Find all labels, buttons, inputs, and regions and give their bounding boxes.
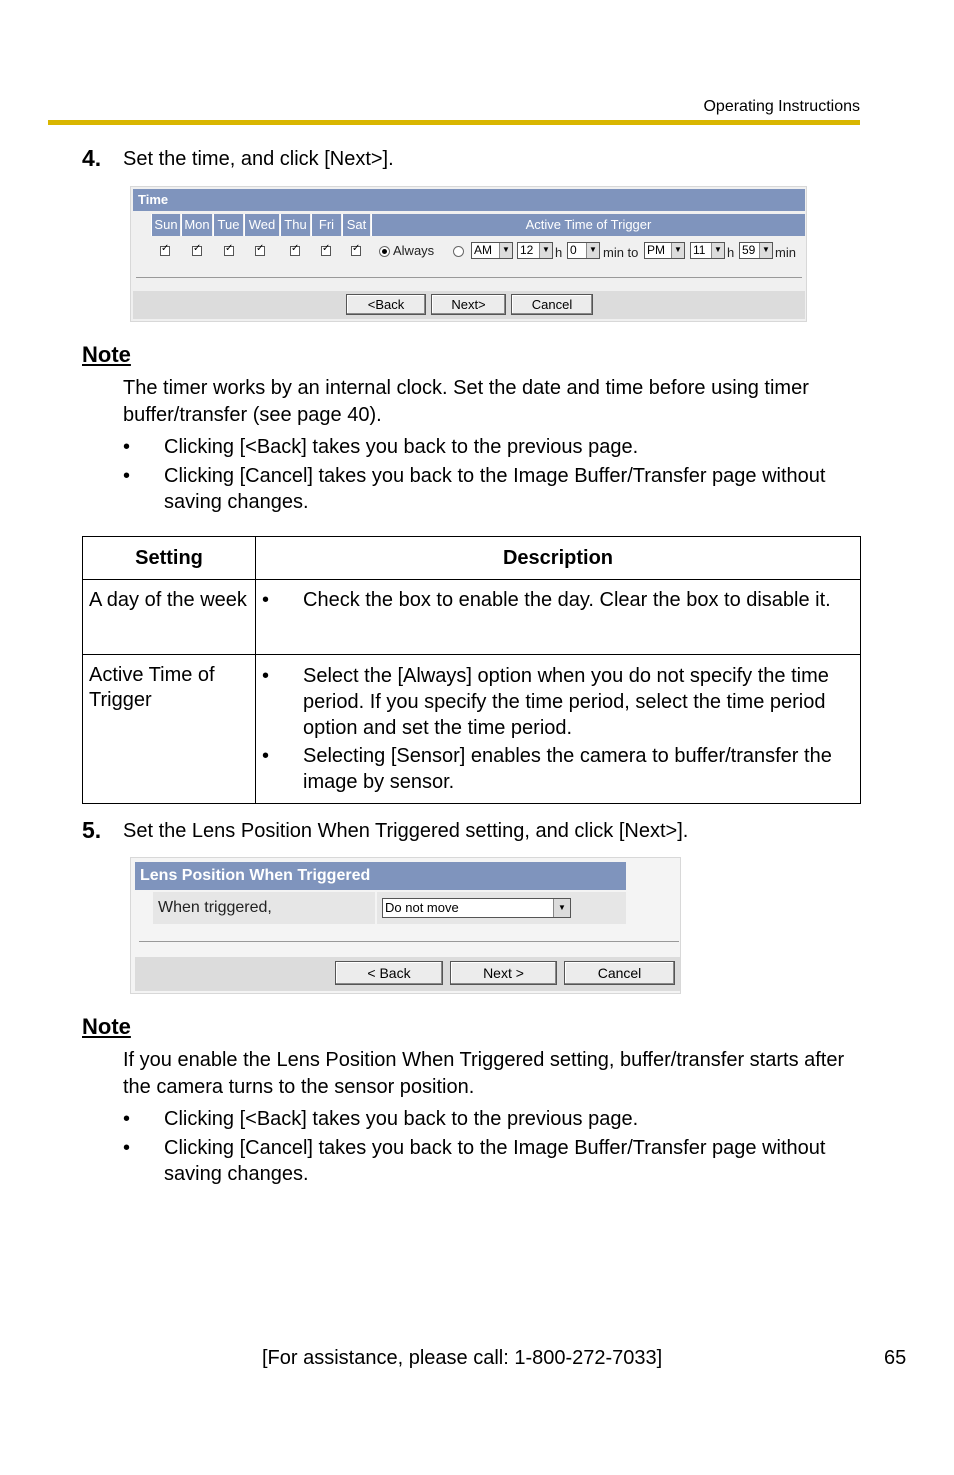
step-4-text: Set the time, and click [Next>]. — [123, 148, 394, 170]
chevron-down-icon: ▼ — [553, 899, 570, 917]
description-cell — [256, 580, 861, 655]
bullet-text: Selecting [Sensor] enables the camera to buffer/transfer the image by sensor. — [303, 745, 832, 793]
bullet-text: Clicking [Cancel] takes you back to the Image Buffer/Transfer page without saving changes. — [164, 1137, 826, 1185]
back-button[interactable]: < Back — [335, 961, 443, 985]
next-button[interactable]: Next > — [450, 961, 557, 985]
end-min-select[interactable] — [739, 242, 773, 259]
time-settings-panel — [130, 186, 807, 322]
table-row — [83, 580, 861, 655]
panel-divider — [136, 277, 802, 278]
always-label: Always — [393, 243, 435, 258]
note-1-bullet — [123, 463, 868, 515]
bullet-text: Clicking [<Back] takes you back to the previous page. — [164, 1108, 639, 1130]
setting-cell: Active Time of Trigger — [83, 655, 256, 804]
cancel-button[interactable]: Cancel — [511, 294, 593, 315]
active-time-header: Active Time of Trigger — [371, 214, 805, 236]
table-row — [83, 655, 861, 804]
lens-position-select[interactable] — [382, 898, 571, 918]
checkbox-wed[interactable] — [255, 246, 265, 256]
bullet-dot: • — [262, 589, 270, 611]
when-triggered-label: When triggered, — [158, 899, 272, 916]
chevron-down-icon: ▼ — [671, 243, 684, 258]
day-header-wed: Wed — [244, 214, 279, 236]
day-header-fri: Fri — [311, 214, 341, 236]
day-header-sat: Sat — [342, 214, 370, 236]
next-button[interactable]: Next> — [431, 294, 506, 315]
day-header-thu: Thu — [280, 214, 310, 236]
day-header-mon: Mon — [181, 214, 212, 236]
checkbox-sat[interactable] — [351, 246, 361, 256]
start-hour-value: 12 — [520, 243, 534, 257]
table-header-setting: Setting — [83, 537, 256, 580]
end-hour-value: 11 — [693, 243, 706, 257]
page-number: 65 — [884, 1347, 907, 1369]
hour-unit-1: h — [555, 245, 563, 260]
checkbox-fri[interactable] — [321, 246, 331, 256]
lens-panel-title: Lens Position When Triggered — [135, 862, 626, 890]
start-hour-select[interactable] — [517, 242, 553, 259]
lens-position-panel — [130, 857, 681, 994]
start-min-value: 0 — [570, 243, 577, 257]
note-2-paragraph: If you enable the Lens Position When Triggered setting, buffer/transfer starts after the camera turns to the sensor position. — [123, 1049, 845, 1098]
note-2-bullet — [123, 1106, 868, 1132]
note-1-bullet — [123, 434, 868, 460]
bullet-dot: • — [262, 665, 270, 687]
header-rule — [48, 120, 860, 125]
radio-time-period[interactable] — [453, 246, 464, 257]
note-2-title: Note — [82, 1014, 131, 1039]
day-header-sun: Sun — [151, 214, 180, 236]
bullet-text: Clicking [<Back] takes you back to the previous page. — [164, 436, 639, 458]
description-cell — [256, 655, 861, 804]
chevron-down-icon: ▼ — [499, 243, 512, 258]
checkbox-thu[interactable] — [290, 246, 300, 256]
bullet-dot: • — [123, 465, 131, 487]
description-item — [262, 663, 854, 743]
end-ampm-value: PM — [647, 243, 665, 257]
settings-table — [82, 536, 861, 804]
note-2-bullet — [123, 1135, 868, 1187]
chevron-down-icon: ▼ — [539, 243, 552, 258]
end-min-value: 59 — [742, 243, 756, 257]
back-button[interactable]: <Back — [346, 294, 426, 315]
table-header-description: Description — [256, 537, 861, 580]
start-ampm-select[interactable] — [471, 242, 513, 259]
note-1-paragraph: The timer works by an internal clock. Set the date and time before using timer buffer/transfer (see page 40). — [123, 377, 809, 426]
checkbox-mon[interactable] — [192, 246, 202, 256]
chevron-down-icon: ▼ — [759, 243, 772, 258]
cancel-button[interactable]: Cancel — [564, 961, 675, 985]
description-item — [262, 743, 854, 795]
step-4-number: 4. — [82, 145, 102, 171]
assistance-footer: [For assistance, please call: 1-800-272-7033] — [262, 1347, 663, 1369]
bullet-dot: • — [123, 1137, 131, 1159]
step-5-text: Set the Lens Position When Triggered setting, and click [Next>]. — [123, 820, 689, 842]
chevron-down-icon: ▼ — [586, 243, 599, 258]
panel-divider — [139, 941, 679, 942]
start-ampm-value: AM — [474, 243, 492, 257]
bullet-text: Clicking [Cancel] takes you back to the Image Buffer/Transfer page without saving changes. — [164, 465, 826, 513]
hour-unit-2: h — [727, 245, 735, 260]
bullet-dot: • — [123, 1108, 131, 1130]
bullet-text: Select the [Always] option when you do not specify the time period. If you specify the time period, select the time period option and set the time period. — [303, 665, 829, 739]
bullet-text: Check the box to enable the day. Clear the box to disable it. — [303, 589, 831, 611]
end-hour-select[interactable] — [690, 242, 725, 259]
chevron-down-icon: ▼ — [711, 243, 724, 258]
radio-always[interactable] — [379, 246, 390, 257]
start-min-select[interactable] — [567, 242, 600, 259]
bullet-dot: • — [262, 745, 270, 767]
end-ampm-select[interactable] — [644, 242, 685, 259]
min-end-label: min — [775, 245, 796, 260]
description-item — [262, 588, 854, 614]
min-to-label: min to — [603, 245, 639, 260]
day-header-tue: Tue — [213, 214, 243, 236]
setting-cell: A day of the week — [83, 580, 256, 655]
note-1-title: Note — [82, 342, 131, 367]
checkbox-tue[interactable] — [224, 246, 234, 256]
lens-position-value: Do not move — [385, 900, 459, 915]
checkbox-sun[interactable] — [160, 246, 170, 256]
step-5-number: 5. — [82, 817, 102, 843]
time-panel-title: Time — [133, 189, 805, 211]
bullet-dot: • — [123, 436, 131, 458]
running-header: Operating Instructions — [703, 98, 860, 115]
